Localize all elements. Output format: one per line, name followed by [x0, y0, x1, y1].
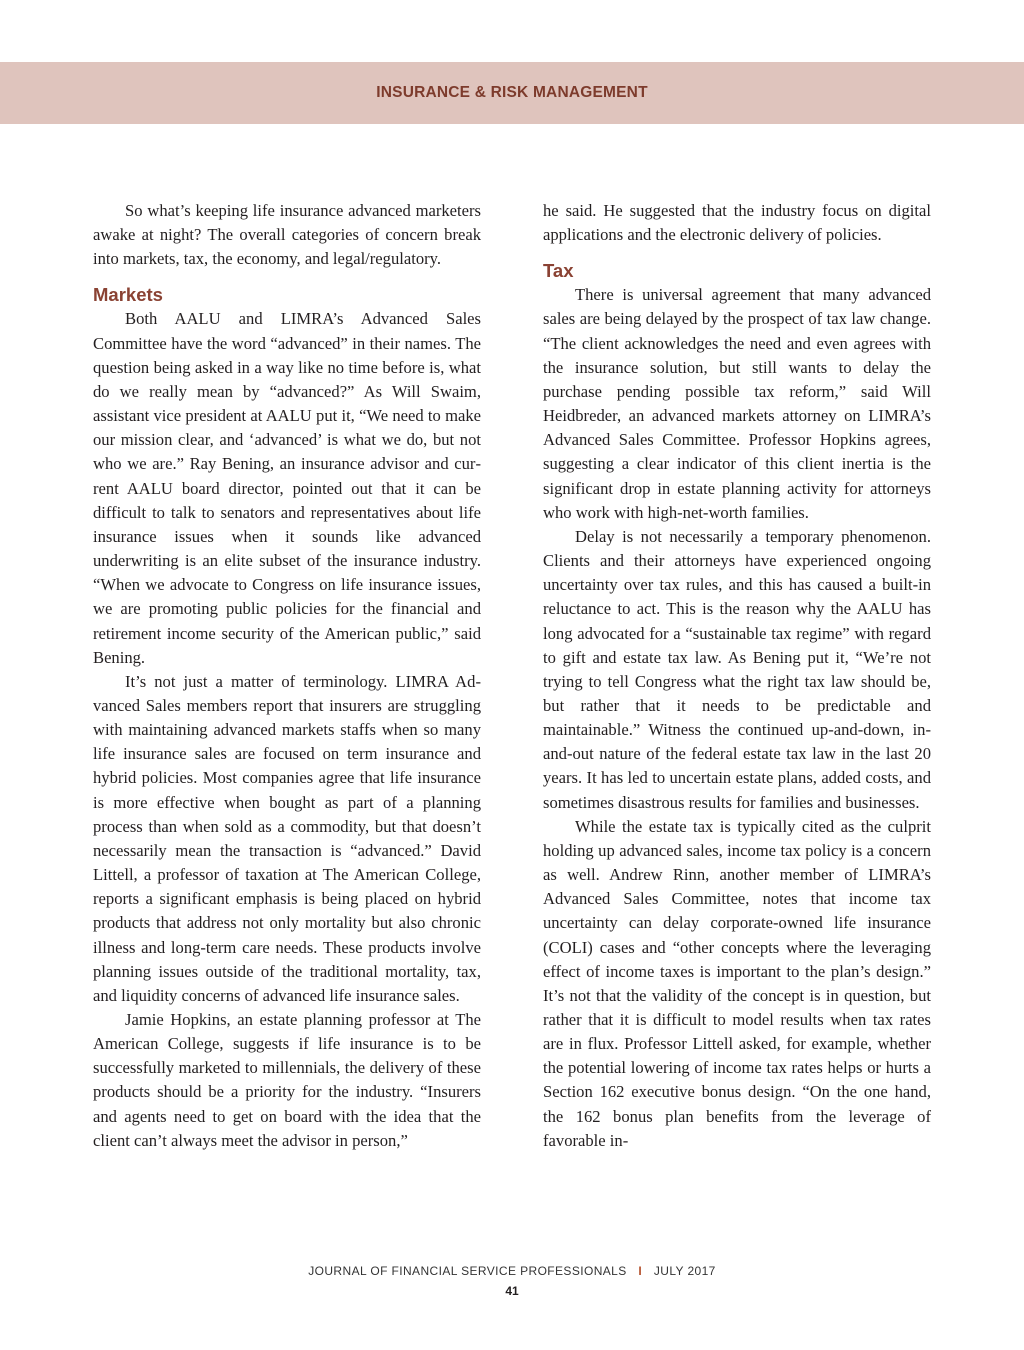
issue-date: JULY 2017 [653, 1264, 716, 1278]
continuation-paragraph: he said. He suggested that the industry focus on digital applications and the electronic delivery of policies. [543, 201, 931, 245]
tax-paragraph-3: While the estate tax is typically cited as the culprit holding up advanced sales, income tax policy is a concern as well. Andrew Rinn, another member of LIMRA’s Advanced Sales Committee, notes that income tax uncertainty can delay corporate-owned life insurance (COLI) cases and “other concepts where the leveraging effect of income taxes is important to the plan’s design.” It’s not that the validity of the concept is in question, but rather that it is difficult to model results when tax rates are in flux. Professor Littell asked, for example, whether the potential lowering of income tax rates helps or hurts a Section 162 executive bonus design. “On the one hand, the 162 bonus plan benefits from the leverage of favorable in- [543, 816, 931, 1150]
tax-paragraph-1: There is universal agreement that many advanced sales are being delayed by the prospect of tax law change. “The client acknowledges the need and even agrees with the insurance solution, but still wants to delay the purchase pending possible tax reform,” said Will Heidbreder, an advanced markets attorney on LIMRA’s Advanced Sales Committee. Professor Hopkins agrees, suggesting a clear indicator of this client inertia is the significant drop in estate planning activity for attorneys who work with high-net-worth families. [543, 285, 931, 522]
footer [0, 1264, 1024, 1278]
journal-name: JOURNAL OF FINANCIAL SERVICE PROFESSIONALS [308, 1264, 627, 1278]
section-banner [0, 62, 1024, 124]
intro-paragraph: So what’s keeping life insurance advanced marketers awake at night? The overall categories of concern break into markets, tax, the economy, and legal/regulatory. [93, 201, 481, 269]
markets-paragraph-3: Jamie Hopkins, an estate planning professor at The American College, suggests if life insurance is to be successfully marketed to millennials, the delivery of these products should be a priority for the industry. “Insurers and agents need to get on board with the idea that the client can’t always meet the advisor in person,” [93, 1010, 481, 1150]
page-number: 41 [505, 1284, 519, 1298]
section-title: INSURANCE & RISK MANAGEMENT [376, 84, 648, 101]
heading-tax: Tax [543, 260, 574, 282]
footer-separator: I [638, 1264, 643, 1278]
left-column [93, 199, 481, 1153]
tax-paragraph-2: Delay is not necessarily a temporary phenomenon. Clients and their attorneys have experienced ongoing uncertainty over tax rules, and this has caused a built-in reluctance to act. This is the reason why the AALU has long advocated for a “sustainable tax regime” with regard to gift and estate tax law. As Bening put it, “We’re not trying to tell Congress what the right tax law should be, but rather that it needs to be predictable and maintainable.” Witness the continued up-and-down, in-and-out nature of the federal estate tax law in the last 20 years. It has led to uncertain estate plans, added costs, and sometimes disastrous results for families and businesses. [543, 526, 931, 812]
right-column [543, 199, 931, 1153]
heading-markets: Markets [93, 284, 163, 306]
markets-paragraph-2: It’s not just a matter of terminology. LIMRA Advanced Sales members report that insurers are struggling with maintaining advanced markets staffs when so many life insurance sales are focused on term insurance and hybrid policies. Most companies agree that life insurance is more effective when bought as part of a planning process than when sold as a commodity, but that doesn’t necessarily mean the transaction is “advanced.” David Littell, a professor of taxation at The American College, reports a significant emphasis is being placed on hybrid products that address not only mortality but also chronic illness and long-term care needs. These products involve planning issues outside of the traditional mortality, tax, and liquidity concerns of advanced life insurance sales. [93, 671, 481, 1005]
markets-paragraph-1: Both AALU and LIMRA’s Advanced Sales Committee have the word “advanced” in their names. The question being asked in a way like no time before is, what do we really mean by “advanced?” As Will Swaim, assistant vice president at AALU put it, “We need to make our mission clear, and ‘advanced’ is what we do, but not who we are.” Ray Bening, an insurance advisor and current AALU board director, pointed out that it can be difficult to talk to senators and representatives about life insurance issues when it sounds like advanced underwriting is an elite subset of the insurance industry. “When we advocate to Congress on life insurance issues, we are promoting public policies for the financial and retirement income security of the American public,” said Bening. [93, 309, 481, 667]
